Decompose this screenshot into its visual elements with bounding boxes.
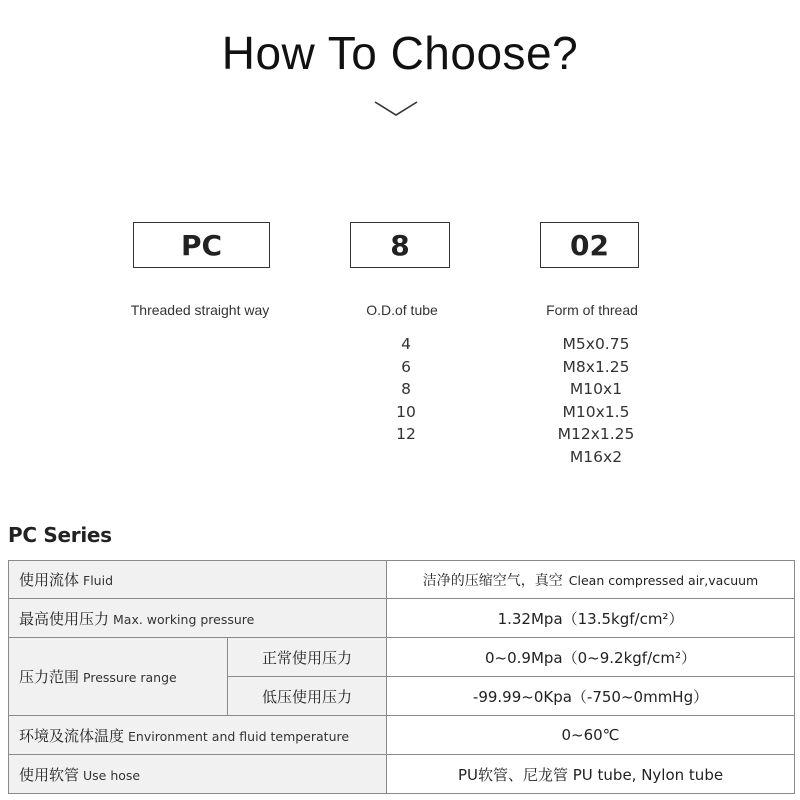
- low-pressure-value: -99.99~0Kpa（-750~0mmHg）: [387, 677, 795, 716]
- list-item: 6: [401, 357, 411, 376]
- page-title: How To Choose?: [221, 27, 579, 79]
- hose-value: PU软管、尼龙管 PU tube, Nylon tube: [387, 755, 795, 794]
- fluid-label: [9, 561, 387, 599]
- fluid-value-cn: 洁净的压缩空气，真空: [422, 572, 563, 589]
- table-row: [9, 755, 795, 794]
- list-item: M8x1.25: [562, 357, 630, 376]
- list-item: M10x1: [569, 380, 623, 398]
- hose-label-cn: 使用软管: [19, 765, 80, 784]
- normal-pressure-value: 0~0.9Mpa（0~9.2kgf/cm²）: [387, 638, 795, 677]
- table-row: [9, 599, 795, 638]
- list-item: M10x1.5: [562, 402, 630, 421]
- max-pressure-label-cn: 最高使用压力: [19, 609, 110, 628]
- thread-list: [540, 333, 652, 468]
- pressure-range-label-cn: 压力范围: [19, 668, 80, 686]
- series-title: PC Series: [8, 523, 112, 547]
- list-item: M5x0.75: [562, 335, 630, 353]
- temperature-label-cn: 环境及流体温度: [19, 726, 125, 745]
- table-row: [9, 561, 795, 599]
- hose-label-en: Use hose: [83, 767, 141, 783]
- label-tube-od: O.D.of tube: [366, 302, 438, 318]
- fluid-label-cn: 使用流体: [19, 571, 80, 589]
- temperature-label-en: Environment and fluid temperature: [128, 728, 350, 744]
- code-box-series: PC: [133, 222, 270, 268]
- hose-label: [9, 755, 387, 794]
- code-box-thread: 02: [540, 222, 639, 268]
- max-pressure-label-en: Max. working pressure: [113, 611, 255, 627]
- table-row: [9, 716, 795, 755]
- label-form-of-thread: Form of thread: [546, 302, 638, 318]
- max-pressure-value: 1.32Mpa（13.5kgf/cm²）: [387, 599, 795, 638]
- fluid-value: [387, 561, 795, 599]
- list-item: M12x1.25: [557, 425, 635, 443]
- table-row: [9, 638, 795, 677]
- list-item: 12: [396, 425, 416, 443]
- tube-od-list: [370, 333, 442, 446]
- pressure-range-label-en: Pressure range: [83, 670, 177, 685]
- normal-pressure-label: 正常使用压力: [228, 638, 387, 677]
- max-pressure-label: [9, 599, 387, 638]
- fluid-label-en: Fluid: [83, 573, 114, 588]
- label-threaded-straight-way: Threaded straight way: [130, 302, 270, 318]
- list-item: 10: [396, 402, 416, 421]
- low-pressure-label: 低压使用压力: [228, 677, 387, 716]
- temperature-value: 0~60℃: [387, 716, 795, 755]
- spec-table: [8, 560, 795, 794]
- list-item: 8: [401, 380, 411, 398]
- list-item: 4: [401, 335, 411, 353]
- chevron-down-icon: [374, 100, 418, 118]
- fluid-value-en: Clean compressed air,vacuum: [568, 572, 759, 588]
- pressure-range-label: [9, 638, 228, 716]
- code-box-tube-od: 8: [350, 222, 450, 268]
- list-item: M16x2: [569, 447, 623, 466]
- temperature-label: [9, 716, 387, 755]
